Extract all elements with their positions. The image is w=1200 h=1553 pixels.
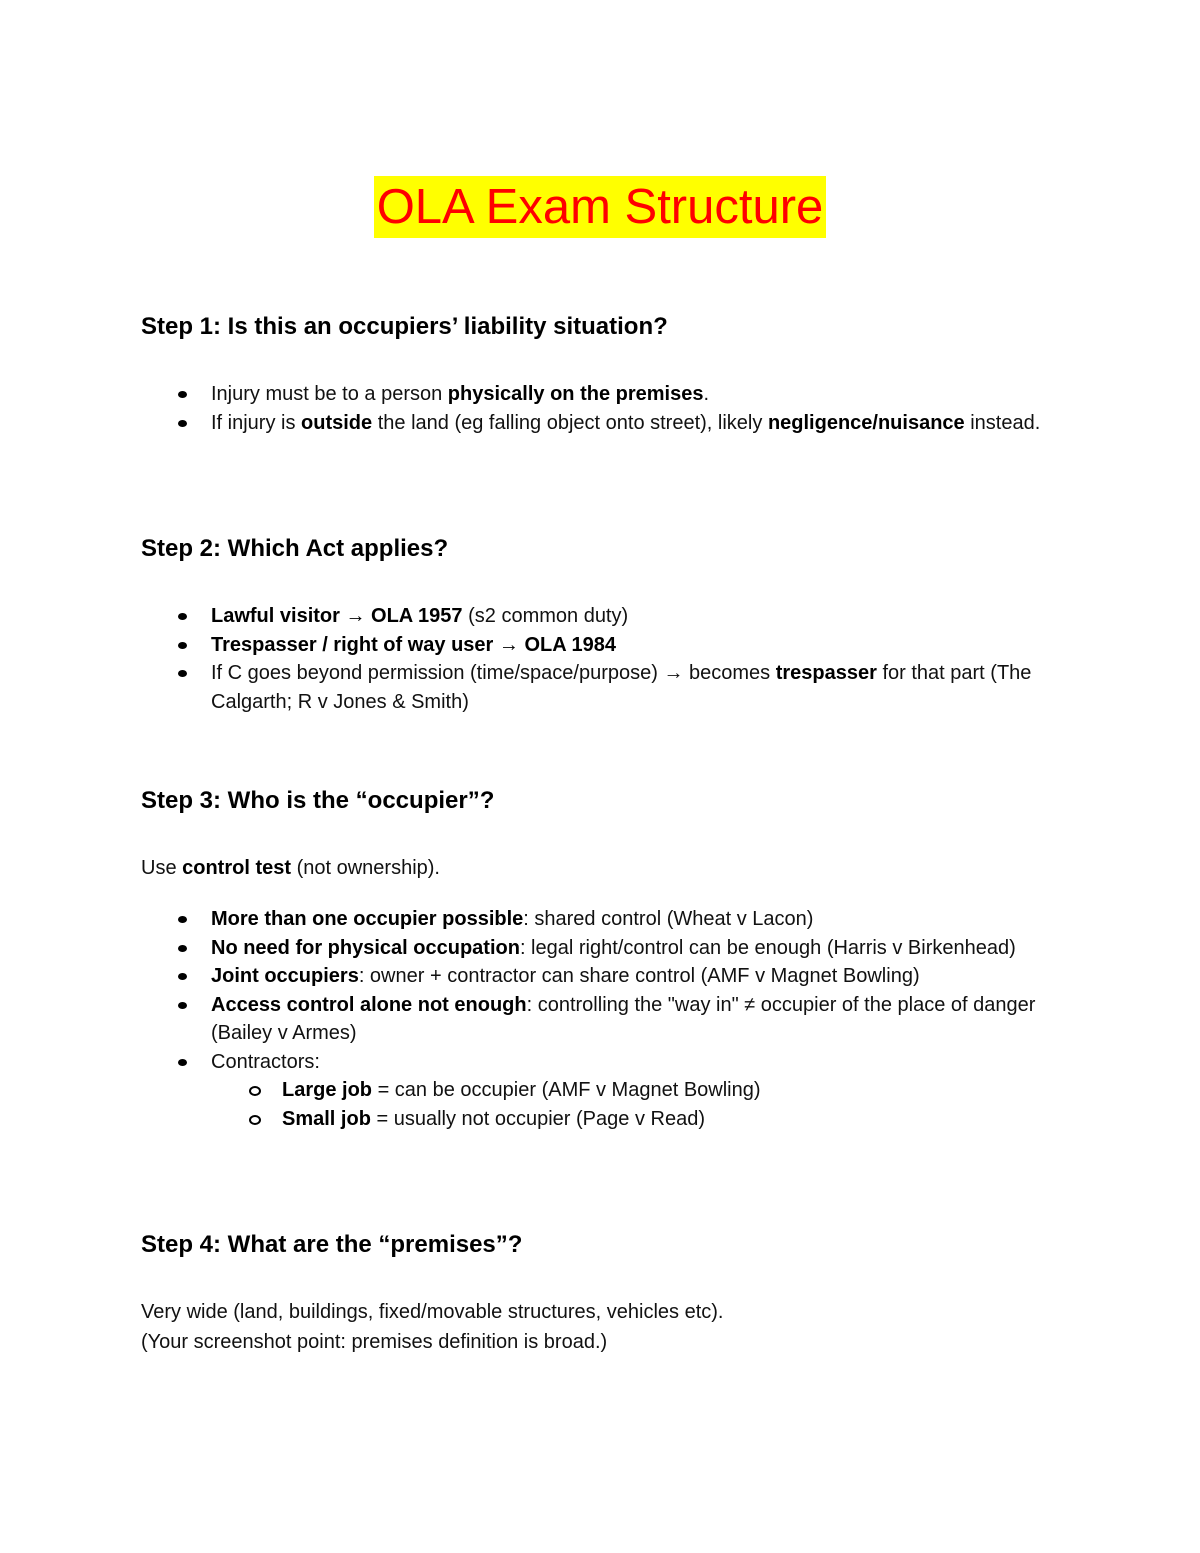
hollow-bullet-icon xyxy=(249,1115,261,1125)
bullet-icon xyxy=(178,613,187,620)
step-4-section xyxy=(141,1230,1061,1357)
list-item: Lawful visitor → OLA 1957 (s2 common duty) xyxy=(141,602,1061,631)
list-item: If C goes beyond permission (time/space/purpose) → becomes trespasser for that part (The Calgarth; R v Jones & Smith) xyxy=(141,659,1061,716)
step-2-heading: Step 2: Which Act applies? xyxy=(141,535,449,562)
title-wrapper xyxy=(0,176,1200,238)
step-1-section xyxy=(141,312,1061,437)
step-4-line-2: (Your screenshot point: premises definition is broad.) xyxy=(141,1331,608,1353)
list-item: Joint occupiers: owner + contractor can share control (AMF v Magnet Bowling) xyxy=(141,962,1061,991)
list-item: If injury is outside the land (eg falling object onto street), likely negligence/nuisance instead. xyxy=(141,409,1061,438)
bullet-icon xyxy=(178,916,187,923)
bullet-icon xyxy=(178,642,187,649)
step-4-heading: Step 4: What are the “premises”? xyxy=(141,1231,523,1258)
step-1-list xyxy=(141,380,1061,437)
step-3-intro: Use control test (not ownership). xyxy=(141,857,440,879)
bullet-icon xyxy=(178,1002,187,1009)
bullet-icon xyxy=(178,670,187,677)
list-item: Access control alone not enough: controlling the "way in" ≠ occupier of the place of danger (Bailey v Armes) xyxy=(141,991,1061,1048)
step-3-section xyxy=(141,786,1061,1133)
hollow-bullet-icon xyxy=(249,1086,261,1096)
step-3-heading: Step 3: Who is the “occupier”? xyxy=(141,787,495,814)
list-item: More than one occupier possible: shared control (Wheat v Lacon) xyxy=(141,905,1061,934)
document-title: OLA Exam Structure xyxy=(374,176,827,238)
sub-list-item: Small job = usually not occupier (Page v Read) xyxy=(141,1105,1061,1134)
sub-list-item: Large job = can be occupier (AMF v Magnet Bowling) xyxy=(141,1076,1061,1105)
step-2-section xyxy=(141,534,1061,716)
bullet-icon xyxy=(178,973,187,980)
bullet-icon xyxy=(178,945,187,952)
bullet-icon xyxy=(178,420,187,427)
bullet-icon xyxy=(178,391,187,398)
step-4-line-1: Very wide (land, buildings, fixed/movable structures, vehicles etc). xyxy=(141,1301,724,1323)
list-item: Contractors: Large job = can be occupier (AMF v Magnet Bowling) Small job = usually not occupier (Page v Read) xyxy=(141,1048,1061,1134)
list-item: No need for physical occupation: legal right/control can be enough (Harris v Birkenhead) xyxy=(141,934,1061,963)
step-2-list xyxy=(141,602,1061,716)
list-item: Injury must be to a person physically on the premises. xyxy=(141,380,1061,409)
list-item: Trespasser / right of way user → OLA 1984 xyxy=(141,631,1061,660)
bullet-icon xyxy=(178,1059,187,1066)
step-3-list xyxy=(141,905,1061,1133)
contractors-sublist xyxy=(141,1076,1061,1133)
step-1-heading: Step 1: Is this an occupiers’ liability situation? xyxy=(141,313,668,340)
